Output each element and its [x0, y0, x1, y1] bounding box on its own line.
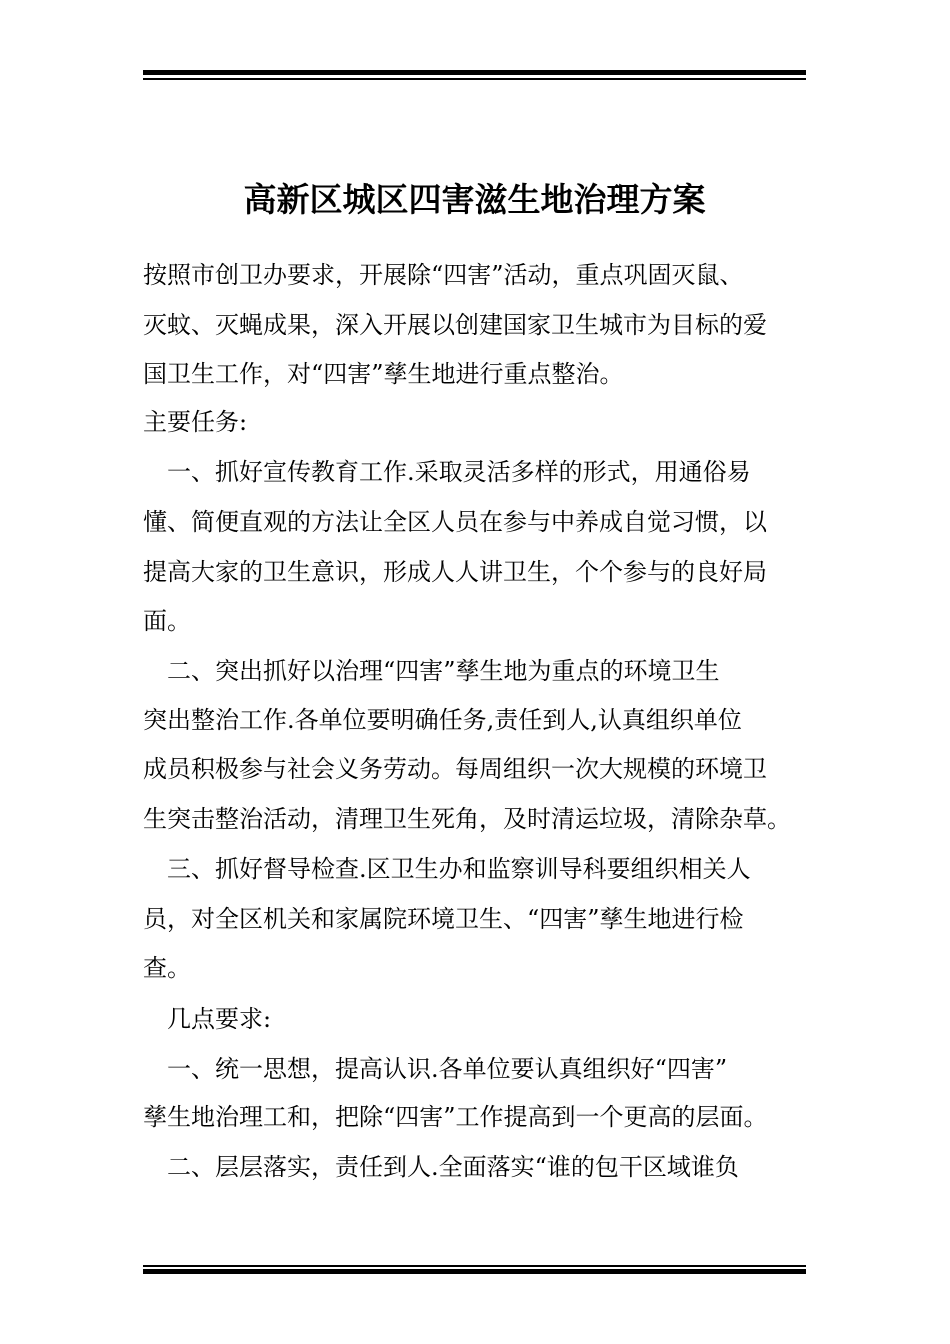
header-rule-thin [143, 78, 806, 80]
body-line: 查。 [143, 954, 191, 982]
body-line: 三、抓好督导检查.区卫生办和监察训导科要组织相关人 [143, 855, 751, 883]
body-line: 提高大家的卫生意识，形成人人讲卫生，个个参与的良好局 [143, 558, 767, 586]
body-line: 国卫生工作，对“四害”孳生地进行重点整治。 [143, 360, 624, 388]
body-line: 突出整治工作.各单位要明确任务,责任到人,认真组织单位 [143, 706, 742, 734]
body-line: 面。 [143, 607, 191, 635]
body-line: 成员积极参与社会义务劳动。每周组织一次大规模的环境卫 [143, 755, 767, 783]
header-rule [143, 70, 806, 82]
section-heading: 几点要求: [143, 1005, 272, 1033]
body-line: 孳生地治理工和，把除“四害”工作提高到一个更高的层面。 [143, 1103, 768, 1131]
body-line: 生突击整治活动，清理卫生死角，及时清运垃圾，清除杂草。 [143, 805, 791, 833]
body-line: 一、抓好宣传教育工作.采取灵活多样的形式，用通俗易 [143, 458, 751, 486]
body-line: 懂、简便直观的方法让全区人员在参与中养成自觉习惯，以 [143, 508, 767, 536]
body-line: 一、统一思想，提高认识.各单位要认真组织好“四害” [143, 1055, 728, 1083]
header-rule-thick [143, 70, 806, 75]
body-line: 员，对全区机关和家属院环境卫生、“四害”孳生地进行检 [143, 905, 744, 933]
body-line: 按照市创卫办要求，开展除“四害”活动，重点巩固灭鼠、 [143, 261, 744, 289]
document-title: 高新区城区四害滋生地治理方案 [243, 180, 706, 219]
section-heading: 主要任务: [143, 408, 248, 436]
footer-rule-thin [143, 1265, 806, 1267]
body-line: 灭蚊、灭蝇成果，深入开展以创建国家卫生城市为目标的爱 [143, 311, 767, 339]
footer-rule [143, 1265, 806, 1277]
body-line: 二、层层落实，责任到人.全面落实“谁的包干区域谁负 [143, 1153, 739, 1181]
footer-rule-thick [143, 1269, 806, 1274]
body-line: 二、突出抓好以治理“四害”孳生地为重点的环境卫生 [143, 657, 720, 685]
